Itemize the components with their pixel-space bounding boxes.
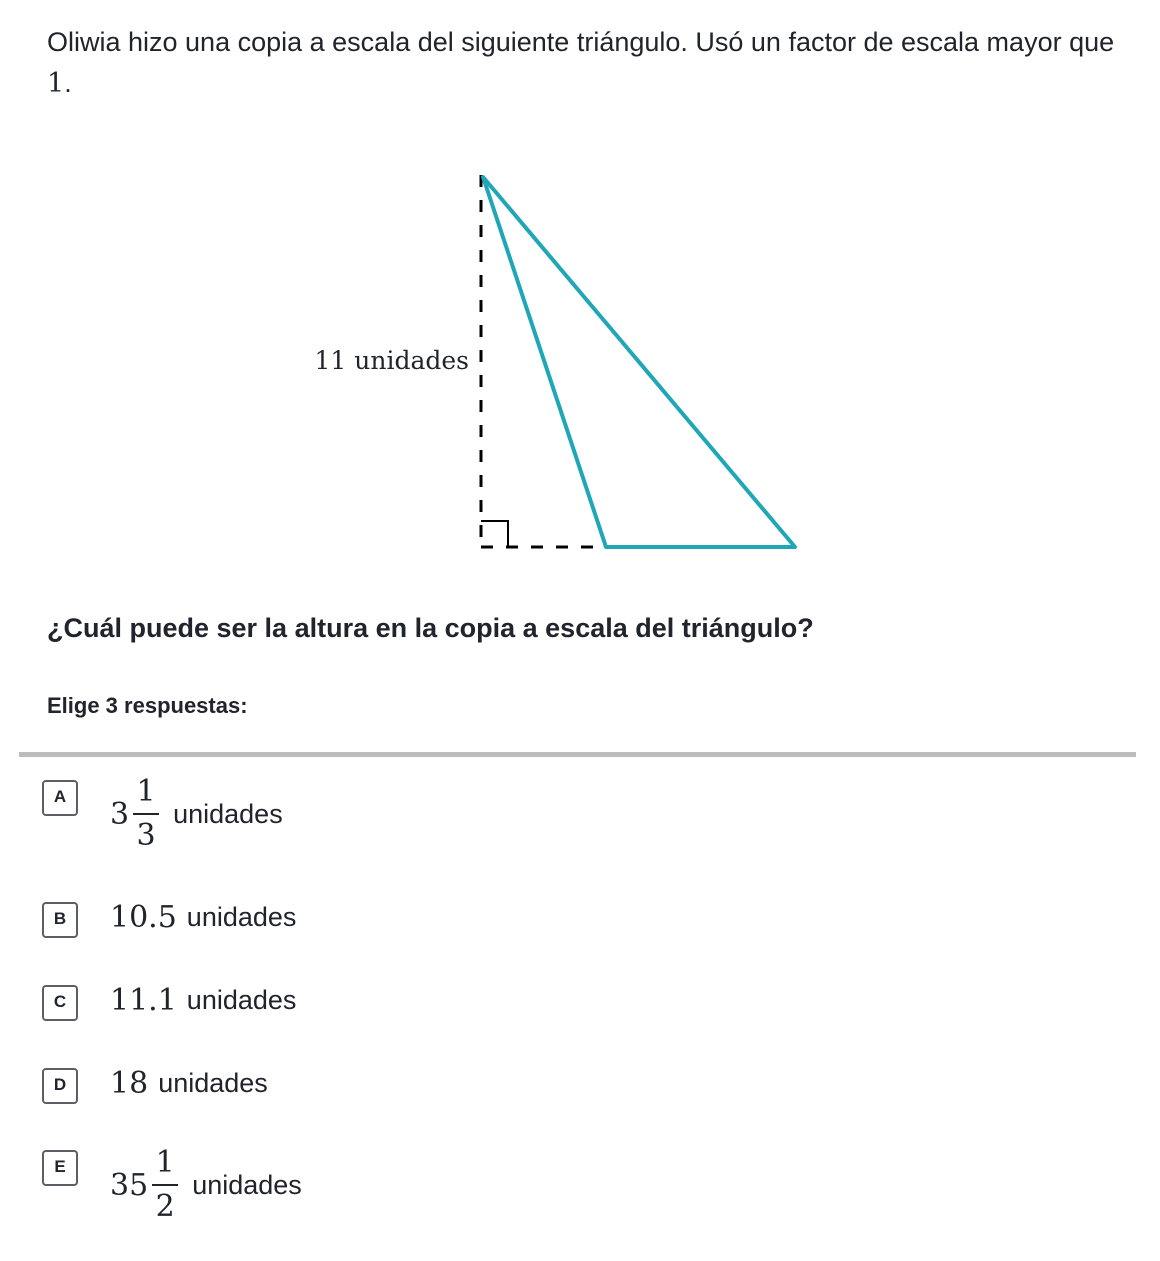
choice-a-denominator: 3 [136,818,156,853]
choice-c[interactable] [0,981,1160,1027]
choice-a-unit: unidades [173,798,283,829]
fraction-bar [133,813,159,815]
choice-a[interactable] [0,775,1160,870]
choice-b-unit: unidades [186,902,297,932]
question-text: ¿Cuál puede ser la altura en la copia a escala del triángulo? [47,613,814,643]
choice-e[interactable] [0,1146,1160,1244]
instructions-text: Elige 3 respuestas: [47,693,248,718]
choice-d-value: 18 [110,1066,149,1101]
choice-a-numerator: 1 [136,774,156,809]
choice-letter-e: E [42,1150,78,1186]
choice-a-fraction [133,775,159,853]
choice-letter-d: D [42,1068,78,1104]
problem-text-after: . [64,68,72,98]
choice-e-numerator: 1 [155,1145,175,1180]
triangle-figure [0,0,1160,600]
fraction-bar [152,1184,178,1186]
triangle [483,177,795,547]
choice-e-unit: unidades [192,1169,302,1200]
choice-c-value: 11.1 [110,983,177,1018]
choice-b[interactable] [0,898,1160,944]
choice-e-whole: 35 [110,1167,149,1203]
choice-d[interactable] [0,1064,1160,1110]
problem-text-before: Oliwia hizo una copia a escala del siguiente triángulo. Usó un factor de escala mayor que [47,27,1115,57]
choice-b-value: 10.5 [110,900,177,935]
right-angle-marker [481,521,508,547]
choice-c-unit: unidades [186,985,297,1015]
problem-math-value: 1 [47,68,65,99]
divider [19,752,1136,757]
choice-d-unit: unidades [158,1068,268,1098]
choice-letter-c: C [42,985,78,1021]
choice-e-denominator: 2 [155,1189,175,1224]
choice-letter-a: A [42,780,78,816]
height-label: 11 unidades [314,346,469,375]
choice-letter-b: B [42,902,78,938]
choice-e-fraction [152,1146,178,1224]
choice-a-whole: 3 [110,796,130,832]
